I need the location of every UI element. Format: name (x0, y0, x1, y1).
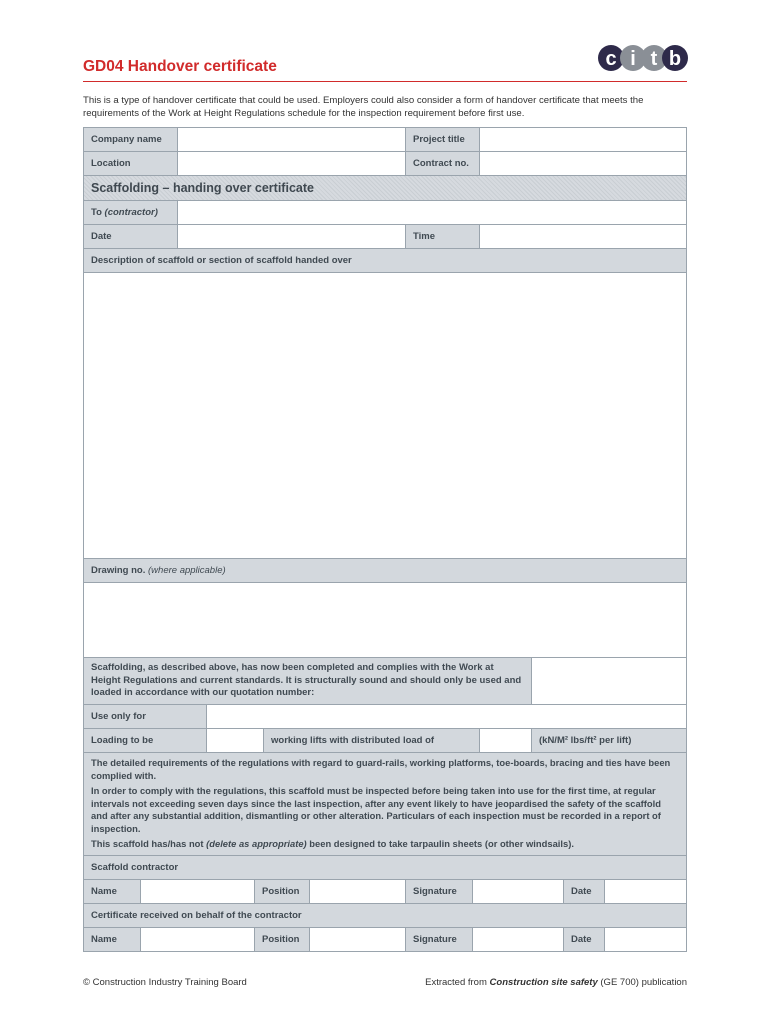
page-title: GD04 Handover certificate (83, 58, 277, 75)
use-only-for-field[interactable] (206, 704, 687, 729)
description-label: Description of scaffold or section of scaffold handed over (83, 248, 687, 273)
receiver-date-field[interactable] (604, 927, 687, 952)
footer-publication (425, 977, 687, 988)
company-name-field[interactable] (177, 127, 406, 152)
footer-pub-title: Construction site safety (489, 977, 598, 988)
location-field[interactable] (177, 151, 406, 176)
notes-paragraph-2: In order to comply with the regulations, this scaffold must be inspected before being taken into use for the first time, at regular intervals not exceeding seven days since the last inspection, after any event likely to have jeopardised the safety of the scaffold and after any substantial addition, dismantling or other alteration. Particulars of each inspection must be recorded in a report of inspection. (91, 785, 661, 834)
footer-pub-after: (GE 700) publication (597, 977, 687, 988)
contractor-position-field[interactable] (309, 879, 406, 904)
working-lifts-label: working lifts with distributed load of (263, 728, 480, 753)
description-field[interactable] (83, 272, 687, 559)
loading-lifts-field[interactable] (206, 728, 264, 753)
contractor-name-label: Name (83, 879, 141, 904)
location-label: Location (83, 151, 178, 176)
contractor-date-label: Date (563, 879, 605, 904)
project-title-label: Project title (405, 127, 480, 152)
drawing-label-text: Drawing no. (91, 565, 146, 576)
notes-p3-italic: (delete as appropriate) (206, 838, 307, 849)
contractor-name-field[interactable] (140, 879, 255, 904)
logo-letter-c: c (605, 48, 617, 70)
received-on-behalf-label: Certificate received on behalf of the contractor (83, 903, 687, 928)
title-divider (83, 81, 687, 82)
notes-p3-before: This scaffold has/has not (91, 838, 207, 849)
logo-letter-i: i (630, 48, 636, 70)
logo-letter-b: b (668, 48, 682, 70)
section-header: Scaffolding – handing over certificate (83, 175, 687, 201)
project-title-field[interactable] (479, 127, 687, 152)
intro-text: This is a type of handover certificate that could be used. Employers could also consider a form of handover certificate that meets the requirements of the Work at Height Regulations schedule for the inspection requirement before first use. (83, 95, 644, 119)
receiver-name-label: Name (83, 927, 141, 952)
receiver-signature-field[interactable] (472, 927, 564, 952)
to-qualifier: (contractor) (104, 207, 158, 218)
distributed-load-field[interactable] (479, 728, 532, 753)
receiver-signature-label: Signature (405, 927, 473, 952)
notes-paragraph-1: The detailed requirements of the regulations with regard to guard-rails, working platforms, toe-boards, bracing and ties have been complied with. (91, 757, 671, 781)
drawing-no-field[interactable] (83, 582, 687, 658)
receiver-name-field[interactable] (140, 927, 255, 952)
footer-copyright: © Construction Industry Training Board (83, 977, 247, 988)
contractor-signature-label: Signature (405, 879, 473, 904)
notes-p3-after: been designed to take tarpaulin sheets (or other windsails). (306, 838, 574, 849)
date-field[interactable] (177, 224, 406, 249)
to-label-text: To (91, 207, 102, 218)
drawing-qualifier: (where applicable) (148, 565, 226, 576)
time-label: Time (405, 224, 480, 249)
compliance-statement: Scaffolding, as described above, has now been completed and complies with the Work at Height Regulations and current standards. It is structurally sound and should only be used and loaded in accordance with our quotation number: (83, 657, 532, 705)
contractor-date-field[interactable] (604, 879, 687, 904)
logo-letter-t: t (650, 48, 658, 70)
time-field[interactable] (479, 224, 687, 249)
contractor-position-label: Position (254, 879, 310, 904)
contract-no-label: Contract no. (405, 151, 480, 176)
scaffold-contractor-label: Scaffold contractor (83, 855, 687, 880)
company-name-label: Company name (83, 127, 178, 152)
use-only-for-label: Use only for (83, 704, 207, 729)
receiver-position-label: Position (254, 927, 310, 952)
date-label: Date (83, 224, 178, 249)
load-units-label: (kN/M² lbs/ft² per lift) (531, 728, 687, 753)
to-contractor-field[interactable] (177, 200, 687, 225)
regulations-notes (83, 752, 687, 856)
loading-to-be-label: Loading to be (83, 728, 207, 753)
notes-paragraph-3 (91, 838, 679, 851)
quotation-number-field[interactable] (531, 657, 687, 705)
receiver-date-label: Date (563, 927, 605, 952)
footer-pub-before: Extracted from (425, 977, 490, 988)
drawing-no-label (83, 558, 687, 583)
contract-no-field[interactable] (479, 151, 687, 176)
citb-logo (598, 37, 688, 79)
contractor-signature-field[interactable] (472, 879, 564, 904)
receiver-position-field[interactable] (309, 927, 406, 952)
to-contractor-label (83, 200, 178, 225)
